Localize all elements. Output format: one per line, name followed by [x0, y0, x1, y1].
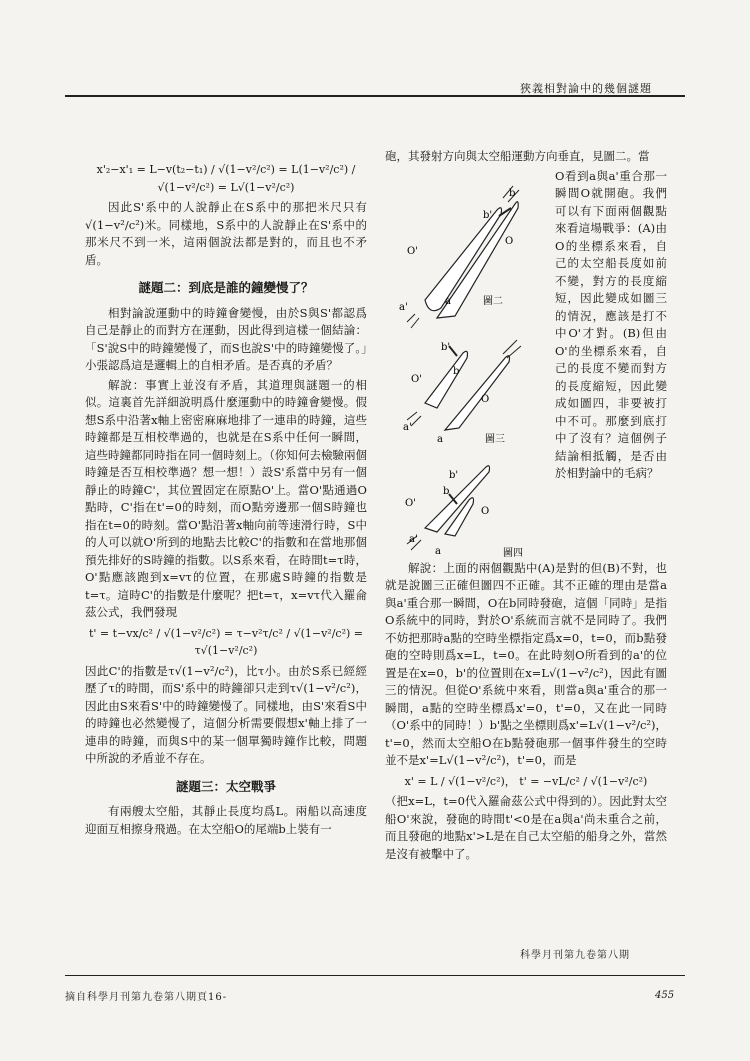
label-a-prime: a' [409, 533, 418, 545]
exhaust-line [503, 340, 517, 354]
label-a-prime: a' [403, 421, 412, 433]
figure-4 [405, 465, 523, 558]
caption-fig4: 圖四 [503, 547, 523, 559]
label-a: a [437, 433, 443, 445]
exhaust-line [407, 412, 417, 420]
equation-length: x'₂−x'₁ = L−v(t₂−t₁) / √(1−v²/c²) = L(1−v²/c²) / √(1−v²/c²) = L√(1−v²/c²) [96, 163, 356, 194]
caption-fig2: 圖二 [483, 295, 503, 307]
figure-3 [403, 340, 521, 445]
label-b-prime: b' [483, 209, 493, 221]
paragraph: 解說：上面的兩個觀點中(A)是對的但(B)不對，也就是說圖三正確但圖四不正確。其不正確的理由是當a與a'重合那一瞬間，O在b同時發砲，這個「同時」是指O系統中的同時，對於O'系統而言就不是同時了。我們不妨把那時a點的空時坐標指定爲x=0，t=0，而b點發砲的空時則爲x=L，t=0。在此時刻O所看到的a'的位置是在x=0，b'的位置則在x=L√(1−v²/c²)，因此有圖三的情況。但從O'系統中來看，則當a與a'重合的那一瞬間，a點的空時坐標爲x'=0，t'=0，又在此一同時（O'系中的同時！）b'點之坐標則爲x'=L√(1−v²/c²)，t'=0，然而太空船O在b點發砲那一個事件發生的空時並不是x'=L√(1−v²/c²)，t'=0，而是 [385, 560, 667, 767]
equation-time: t' = t−vx/c² / √(1−v²/c²) = τ−v²τ/c² / √(1−v²/c²) = τ√(1−v²/c²) [88, 626, 363, 657]
exhaust-line [407, 314, 415, 322]
right-column [385, 148, 667, 865]
page-number: 455 [655, 990, 675, 1001]
paragraph: 相對論說運動中的時鐘會變慢，由於S與S'都認爲自己是靜止的而對方在運動，因此得到這樣一個結論：「S'說S中的時鐘變慢了，而S也說S'中的時鐘變慢了。」小張認爲這是邏輯上的自相矛盾。是否真的矛盾？ [85, 305, 367, 372]
paragraph: 因此C'的指數是τ√(1−v²/c²)，比τ小。由於S系已經經歷了τ的時間，而S'系中的時鐘卻只走到τ√(1−v²/c²)，因此由S來看S'中的時鐘變慢了。同樣地，由S'來看S中的時鐘也必然變慢了，這個分析需要假想x'軸上排了一連串的時鐘，而與S中的某一個單獨時鐘作比較，問題中所說的矛盾並不存在。 [85, 663, 367, 765]
section-title-puzzle-2: 謎題二：到底是誰的鐘變慢了？ [138, 280, 314, 295]
label-b: b [453, 365, 460, 377]
cannon [449, 346, 457, 356]
label-o-prime: O' [405, 497, 416, 509]
paragraph: 解說：事實上並沒有矛盾，其道理與謎題一的相似。這裏首先詳細說明爲什麼運動中的時鐘會變慢。假想S系中沿著x軸上密密麻麻地排了一連串的時鐘，這些時鐘都是互相校準過的，也就是在S系中任何一瞬間，這些時鐘都同時指在同一個時刻上。（你知何去檢驗兩個時鐘是否互相校準過？想一想！）設S'系當中另有一個靜止的時鐘C'，其位置固定在原點O'上。當O'點通過O點時，C'指在t'=0的時刻，而O點旁邊那一個S時鐘也指在t=0的時刻。當O'點沿著x軸向前等速滑行時，S中的人可以就O'所到的地點去比較C'的指數和在當地那個預先排好的S時鐘的指數。以S系來看，在時間t=τ時，O'點應該跑到x=vτ的位置，在那處S時鐘的指數是t=τ。這時C'的指數是什麼呢？把t=τ，x=vτ代入羅侖茲公式，我們發現 [85, 377, 367, 619]
label-o: O [505, 235, 514, 247]
label-b: b [509, 187, 516, 199]
label-a: a [445, 295, 451, 307]
figure-area [385, 168, 667, 560]
label-b-prime: b' [441, 341, 451, 353]
caption-fig3: 圖三 [485, 433, 505, 445]
label-o: O [481, 393, 490, 405]
equation-fire-event: x' = L / √(1−v²/c²)， t' = −vL/c² / √(1−v²/c²) [404, 774, 648, 788]
label-b: b [443, 485, 450, 497]
label-o: O [481, 505, 490, 517]
left-column [85, 158, 367, 840]
paragraph: 砲，其發射方向與太空船運動方向垂直，見圖二。當 [385, 149, 650, 163]
spaceship-o-prime [425, 351, 468, 408]
figure-2 [399, 186, 519, 328]
paragraph: （把x=L，t=0代入羅侖茲公式中得到的）。因此對太空船O'來說，發砲的時間t'<0是在a與a'尚未重合之前，而且發砲的地點x'>L是在自己太空船的船身之外，當然是沒有被擊中了。 [385, 794, 667, 861]
source-note: 摘自科學月刊第九卷第八期頁16- [65, 992, 228, 1003]
header-rule [65, 95, 685, 97]
section-title-puzzle-3: 謎題三：太空戰爭 [175, 778, 276, 794]
label-o-prime: O' [407, 245, 418, 257]
spaceship-figures [385, 168, 555, 560]
label-a: a [435, 545, 441, 557]
paragraph: 有兩艘太空船，其靜止長度均爲L。兩船以高速度迎面互相擦身飛過。在太空船O的尾端b上裝有一 [85, 804, 367, 836]
label-a-prime: a' [399, 301, 408, 313]
figure-side-text: O看到a與a'重合那一瞬間O就開砲。我們可以有下面兩個觀點來看這場戰爭：(A)由O的坐標系來看，自己的太空船長度如前不變，對方的長度縮短，因此變成如圖三的情況，應該是打不中O'才對。(B)但由O'的坐標系來看，自己的長度不變而對方的長度縮短，因此變成如圖四，非要被打中不可。那麼到底打中了沒有？這個例子結論相抵觸，是否由於相對論中的毛病？ [555, 168, 667, 480]
label-b-prime: b' [449, 469, 459, 481]
paragraph: 因此S'系中的人說靜止在S系中的那把米尺只有√(1−v²/c²)米。同樣地，S系中的人說靜止在S'系中的那米尺不到一米，這兩個說法都是對的，而且也不矛盾。 [85, 200, 367, 267]
journal-footer: 科學月刊第九卷第八期 [520, 950, 630, 961]
exhaust-line [411, 318, 419, 328]
exhaust-line [411, 416, 421, 426]
label-o-prime: O' [411, 373, 422, 385]
running-header: 狹義相對論中的幾個謎題 [520, 82, 652, 95]
footer-rule [65, 975, 685, 976]
